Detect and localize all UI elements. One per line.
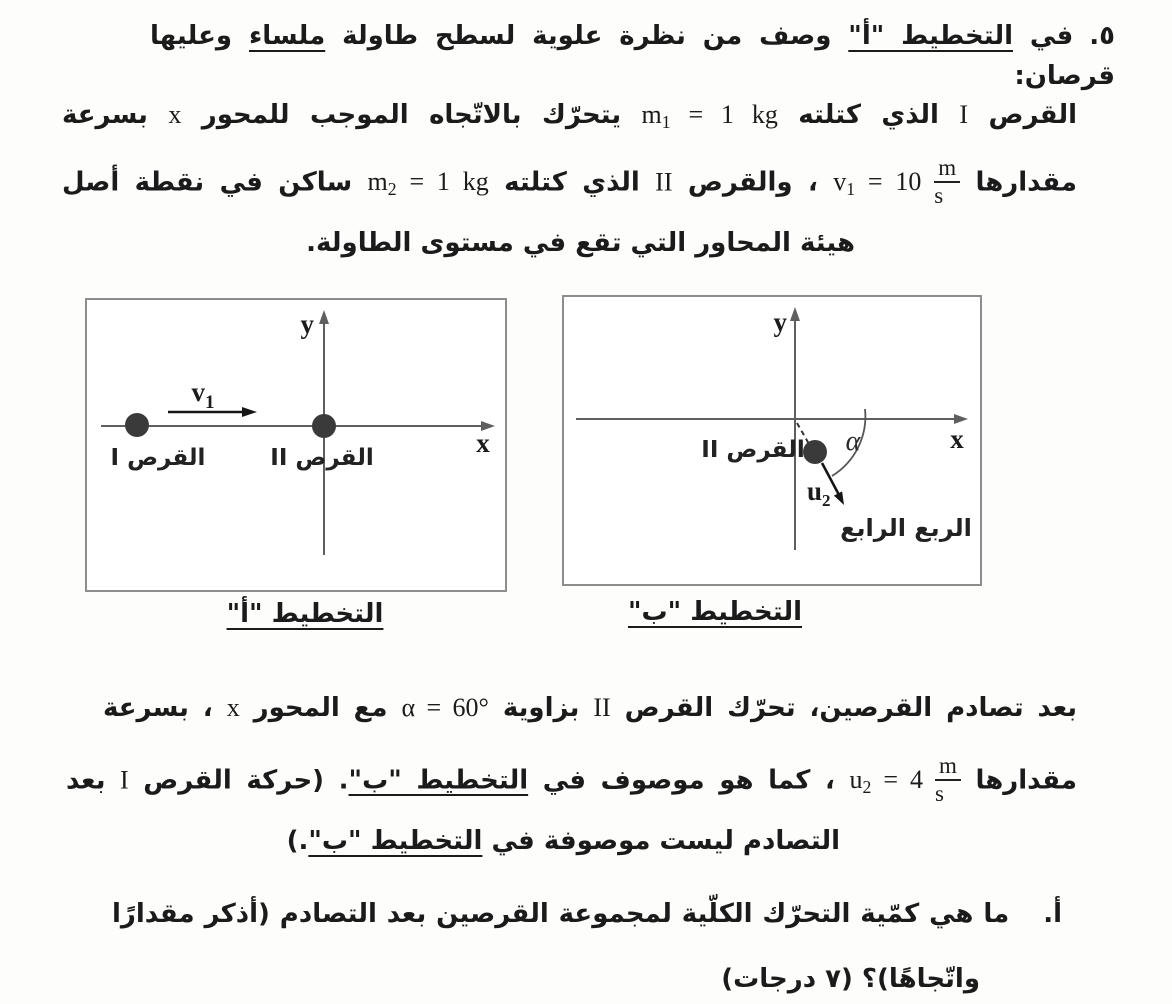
disc-1-label: القرص I <box>110 445 206 471</box>
v1-formula <box>833 155 960 209</box>
intro-line-4-text: هيئة المحاور التي تقع في مستوى الطاولة. <box>306 228 855 258</box>
collision-line-1-text-2: بزاوية <box>488 693 594 723</box>
collision-line-1 <box>103 688 1077 728</box>
intro-line-3-text-2: الذي كتلته <box>488 167 656 198</box>
y-axis-arrowhead <box>319 310 329 324</box>
v1-unit-fraction <box>934 156 960 209</box>
u2-label: $u_2$ <box>807 476 831 510</box>
y-axis-label: y <box>300 309 314 339</box>
x-axis-label: x <box>476 428 490 458</box>
u2-unit-numerator: m <box>935 754 961 781</box>
alpha-label: α <box>845 426 861 457</box>
collision-line-1-text-3: مع المحور <box>239 693 402 723</box>
intro-line-1-text-3: وعليها قرصان: <box>150 21 1115 91</box>
smooth-word: ملساء <box>248 21 326 51</box>
collision-line-3-text-2: .) <box>286 826 309 856</box>
disc-2-label: القرص II <box>701 437 805 463</box>
alpha-formula: α = 60° <box>401 693 489 722</box>
diagram-b-caption <box>562 597 868 627</box>
collision-line-3 <box>287 821 840 861</box>
diagram-a-box <box>85 298 507 592</box>
question-a-text-2: واتّجاهًا)؟ (٧ درجات) <box>721 964 980 994</box>
diagram-b-caption-text: التخطيط "ب" <box>627 597 803 627</box>
mass1-symbol: m <box>641 100 662 129</box>
v1-symbol: v <box>833 167 847 197</box>
u2-unit-fraction <box>935 754 961 807</box>
magnitude-word: مقدارها <box>960 167 1078 198</box>
v1-label: $v_1$ <box>191 377 215 413</box>
u2-subscript: 2 <box>862 777 872 798</box>
y-axis-arrowhead <box>790 307 800 321</box>
intro-line-2-text-2: يتحرّك بالاتّجاه الموجب للمحور <box>181 100 642 130</box>
u2-arrow <box>822 463 839 494</box>
question-a-line-1 <box>112 894 1062 934</box>
mass2-symbol: m <box>367 167 388 197</box>
disc2-numeral: II <box>655 167 673 197</box>
collision-line-2 <box>66 753 1077 809</box>
disc1-phrase: القرص <box>968 100 1077 130</box>
intro-line-1 <box>150 16 1115 96</box>
v1-subscript: 1 <box>846 179 856 200</box>
u2-arrowhead <box>834 491 844 505</box>
collision-line-2-text: ، كما هو موصوف في <box>528 765 850 796</box>
disc-1 <box>125 413 149 437</box>
diagram-b-reference: التخطيط "ب" <box>308 826 483 856</box>
disc-2 <box>312 414 336 438</box>
y-axis-label: y <box>773 307 787 337</box>
question-a-text: ما هي كمّية التحرّك الكلّية لمجموعة القرصين بعد التصادم (أذكر مقدارًا <box>112 899 1010 929</box>
intro-line-2-text-3: بسرعة <box>62 100 169 130</box>
x-axis-symbol: x <box>168 100 182 129</box>
question-number: ٥. <box>1089 21 1115 51</box>
x-axis-label: x <box>950 424 964 454</box>
mass1-value: = 1 kg <box>670 100 778 129</box>
diagram-a-caption-text: التخطيط "أ" <box>226 599 384 629</box>
x-axis-symbol: x <box>226 693 240 722</box>
disc1-numeral: I <box>120 765 129 795</box>
diagram-b-box <box>562 295 982 586</box>
collision-line-3-text: التصادم ليست موصوفة في <box>482 826 840 856</box>
mass1-formula <box>641 100 778 132</box>
disc-2-label: القرص II <box>270 445 374 471</box>
v1-value: = 10 <box>855 167 935 197</box>
intro-line-2 <box>62 95 1077 135</box>
intro-line-1-text: في <box>1013 21 1074 51</box>
x-axis-arrowhead <box>954 414 968 424</box>
intro-line-2-text: الذي كتلته <box>777 100 960 130</box>
intro-line-1-text-2: وصف من نظرة علوية لسطح طاولة <box>325 21 849 51</box>
fourth-quadrant-label: الربع الرابع <box>840 514 972 542</box>
question-a-marker: أ. <box>1043 899 1062 929</box>
intro-line-3-text-3: ساكن في نقطة أصل <box>62 167 368 198</box>
diagram-b-reference: التخطيط "ب" <box>348 765 529 796</box>
diagram-a-reference: التخطيط "أ" <box>848 21 1013 51</box>
question-a-line-2 <box>721 959 980 999</box>
mass1-subscript: 1 <box>661 111 671 132</box>
v1-unit-denominator: s <box>934 183 944 209</box>
mass2-formula <box>367 167 489 200</box>
magnitude-word: مقدارها <box>960 765 1077 796</box>
disc2-numeral: II <box>593 693 611 722</box>
mass2-subscript: 2 <box>387 179 397 200</box>
u2-value: = 4 <box>871 765 936 795</box>
v1-unit-numerator: m <box>934 156 960 183</box>
u2-symbol: u <box>849 765 863 795</box>
collision-line-2-text-2: . (حركة القرص <box>128 765 349 796</box>
intro-line-3-text: ، والقرص <box>672 167 834 198</box>
u2-unit-denominator: s <box>935 781 944 807</box>
intro-line-4 <box>306 223 855 263</box>
collision-line-1-text: بعد تصادم القرصين، تحرّك القرص <box>610 693 1078 723</box>
collision-line-1-text-4: ، بسرعة <box>103 693 227 723</box>
intro-line-3 <box>62 155 1078 211</box>
disc1-numeral: I <box>959 100 969 129</box>
u2-formula <box>849 753 960 807</box>
diagram-a-caption <box>88 599 522 629</box>
v1-arrowhead <box>242 407 257 417</box>
mass2-value: = 1 kg <box>396 167 489 197</box>
collision-line-2-text-3: بعد <box>66 765 121 796</box>
